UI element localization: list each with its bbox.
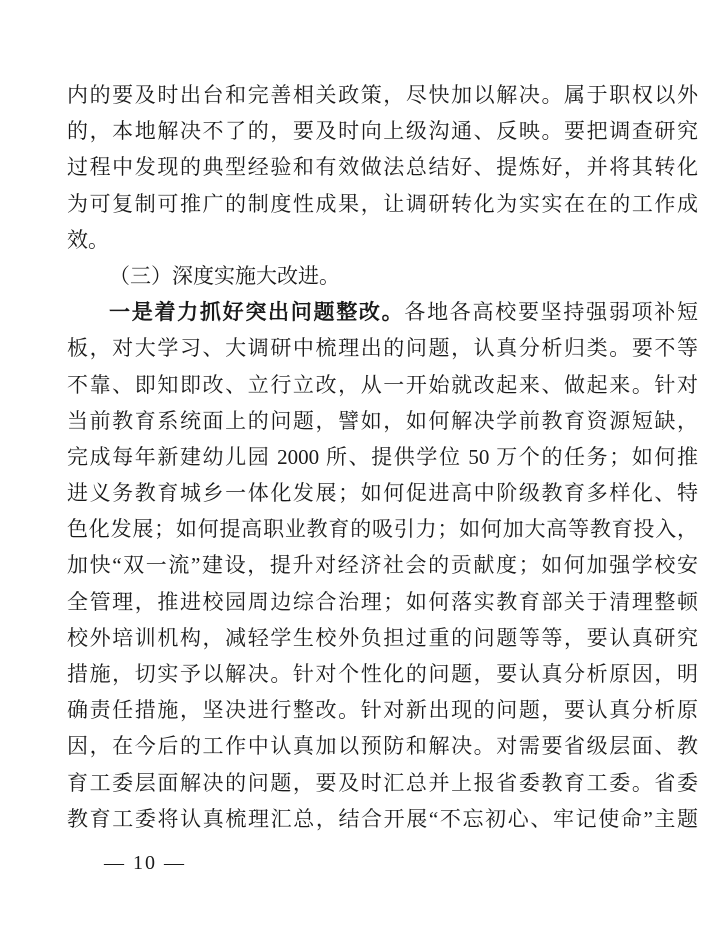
text-line [67, 149, 698, 185]
text-run: 当前教育系统面上的问题，譬如，如何解决学前教育资源短缺， [67, 408, 698, 433]
text-line [67, 403, 698, 439]
section-heading [67, 258, 698, 294]
text-run: 不靠、即知即改、立行立改，从一开始就改起来、做起来。针对 [67, 372, 698, 397]
text-line [67, 258, 698, 294]
text-run: （三）深度实施大改进。 [109, 263, 340, 288]
text-line [67, 222, 698, 258]
bold-lead-in: 一是着力抓好突出问题整改。 [109, 301, 405, 325]
text-line [67, 367, 698, 403]
text-line [67, 77, 698, 113]
page-number: — 10 — [104, 852, 186, 874]
text-line [67, 692, 698, 728]
text-line [67, 620, 698, 656]
text-run: 校外培训机构，减轻学生校外负担过重的问题等等，要认真研究 [67, 625, 698, 650]
text-run: 进义务教育城乡一体化发展；如何促进高中阶级教育多样化、特 [67, 481, 698, 506]
text-run: 为可复制可推广的制度性成果，让调研转化为实实在在的工作成 [67, 191, 698, 216]
text-run: 各地各高校要坚持强弱项补短 [404, 300, 698, 325]
text-run: 确责任措施，坚决进行整改。针对新出现的问题，要认真分析原 [67, 698, 698, 723]
text-line [67, 547, 698, 583]
text-run: 全管理，推进校园周边综合治理；如何落实教育部关于清理整顿 [67, 589, 698, 614]
text-run: 色化发展；如何提高职业教育的吸引力；如何加大高等教育投入， [67, 517, 698, 542]
text-run: 板，对大学习、大调研中梳理出的问题，认真分析归类。要不等 [67, 336, 698, 361]
text-run: 内的要及时出台和完善相关政策，尽快加以解决。属于职权以外 [67, 83, 698, 107]
text-line [67, 511, 698, 547]
text-line [67, 584, 698, 620]
text-line [67, 475, 698, 511]
document-body [67, 77, 698, 837]
paragraph-continuation [67, 77, 698, 258]
text-line [67, 801, 698, 837]
text-run: 加快“双一流”建设，提升对经济社会的贡献度；如何加强学校安 [67, 553, 698, 578]
text-line [67, 113, 698, 149]
text-run: 完成每年新建幼儿园 2000 所、提供学位 50 万个的任务；如何推 [67, 444, 698, 469]
text-line [67, 765, 698, 801]
text-run: 的，本地解决不了的，要及时向上级沟通、反映。要把调查研究 [67, 119, 698, 144]
text-run: 教育工委将认真梳理汇总，结合开展“不忘初心、牢记使命”主题 [67, 806, 698, 831]
text-line [67, 186, 698, 222]
text-line [67, 439, 698, 475]
paragraph-body [67, 294, 698, 837]
page-footer [104, 851, 186, 875]
text-line [67, 330, 698, 366]
text-line [67, 728, 698, 764]
text-line [67, 656, 698, 692]
text-run: 因，在今后的工作中认真加以预防和解决。对需要省级层面、教 [67, 734, 698, 759]
text-run: 过程中发现的典型经验和有效做法总结好、提炼好，并将其转化 [67, 155, 698, 180]
text-run: 育工委层面解决的问题，要及时汇总并上报省委教育工委。省委 [67, 770, 698, 795]
text-run: 效。 [67, 227, 109, 252]
text-run: 措施，切实予以解决。针对个性化的问题，要认真分析原因，明 [67, 662, 698, 686]
text-line [67, 294, 698, 330]
